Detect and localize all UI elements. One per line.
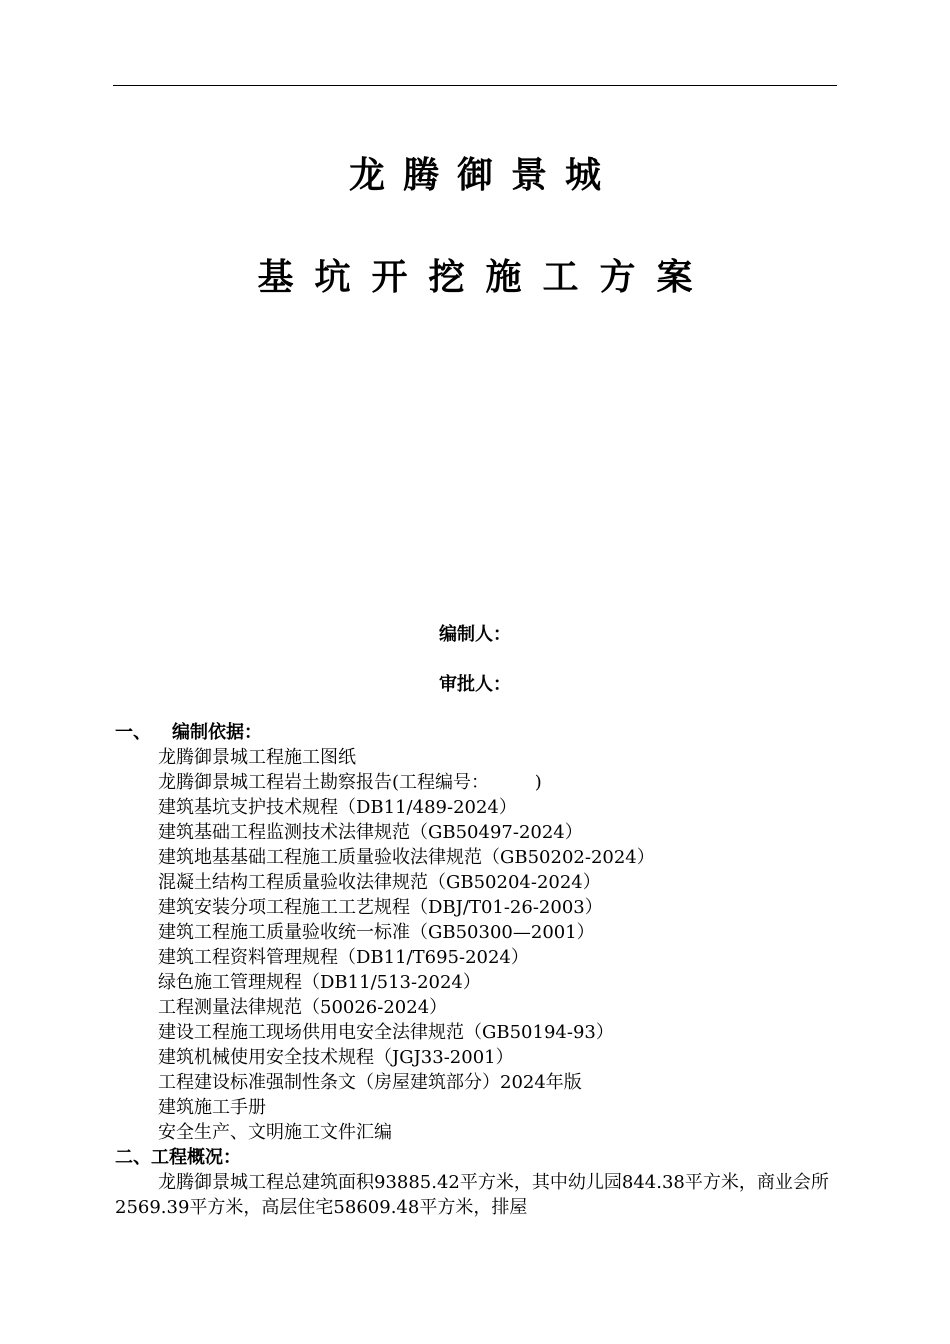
basis-list xyxy=(158,745,655,1145)
list-item: 建设工程施工现场供用电安全法律规范（GB50194-93） xyxy=(158,1022,614,1043)
list-item: 混凝土结构工程质量验收法律规范（GB50204-2024） xyxy=(158,872,601,893)
header-rule xyxy=(113,85,837,86)
list-item: 安全生产、文明施工文件汇编 xyxy=(158,1122,392,1143)
section-heading-basis xyxy=(115,721,262,745)
list-item: 建筑机械使用安全技术规程（JGJ33-2001） xyxy=(158,1047,514,1068)
list-item: 龙腾御景城工程岩土勘察报告(工程编号： ) xyxy=(158,772,542,793)
list-item: 建筑工程施工质量验收统一标准（GB50300—2001） xyxy=(158,922,595,943)
list-item: 建筑地基基础工程施工质量验收法律规范（GB50202-2024） xyxy=(158,847,655,868)
list-item: 绿色施工管理规程（DB11/513-2024） xyxy=(158,972,481,993)
list-item: 建筑基础工程监测技术法律规范（GB50497-2024） xyxy=(158,822,583,843)
compiler-label: 编制人： xyxy=(439,624,511,645)
list-item: 建筑基坑支护技术规程（DB11/489-2024） xyxy=(158,797,517,818)
list-item: 工程测量法律规范（50026-2024） xyxy=(158,997,448,1018)
list-item: 龙腾御景城工程施工图纸 xyxy=(158,747,356,768)
list-item: 建筑安装分项工程施工工艺规程（DBJ/T01-26-2003） xyxy=(158,897,603,918)
document-title: 龙腾御景城 xyxy=(348,155,619,196)
list-item: 建筑施工手册 xyxy=(158,1097,266,1118)
document-subtitle: 基坑开挖施工方案 xyxy=(257,257,714,298)
list-item: 工程建设标准强制性条文（房屋建筑部分）2024年版 xyxy=(158,1072,582,1093)
approver-label: 审批人： xyxy=(439,674,511,695)
list-item: 建筑工程资料管理规程（DB11/T695-2024） xyxy=(158,947,529,968)
section-number: 一、 xyxy=(115,722,151,743)
section-title: 编制依据： xyxy=(172,722,262,743)
overview-paragraph: 龙腾御景城工程总建筑面积93885.42平方米，其中幼儿园844.38平方米，商业会所2569.39平方米，高层住宅58609.48平方米，排屋 xyxy=(115,1172,829,1218)
section-heading-overview: 二、工程概况： xyxy=(115,1147,241,1168)
